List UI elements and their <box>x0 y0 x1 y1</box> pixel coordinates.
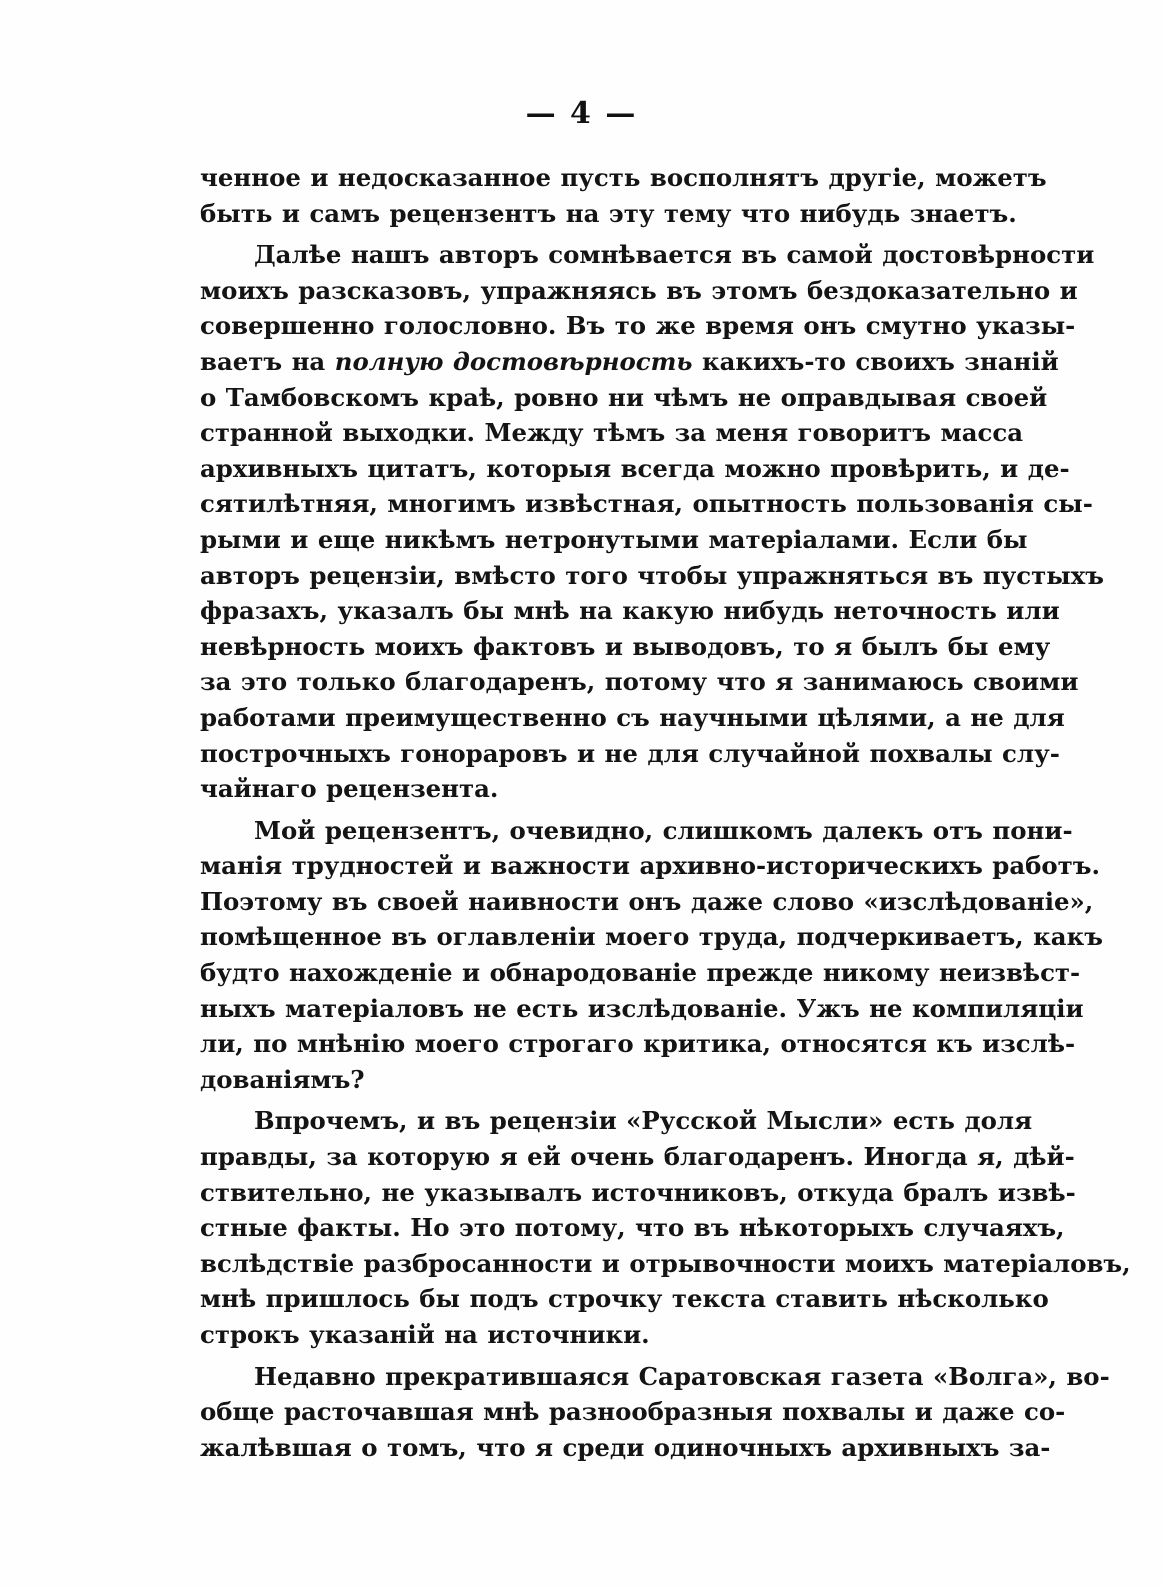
text-line: совершенно голословно. Въ то же время онъ смутно указы- <box>200 311 1076 341</box>
text-line: помѣщенное въ оглавленіи моего труда, подчеркиваетъ, какъ <box>200 922 1103 952</box>
text-line: манія трудностей и важности архивно-историческихъ работъ. <box>200 851 1100 881</box>
paragraph <box>200 1359 1110 1466</box>
page-number: — 4 — <box>525 96 638 131</box>
body-text <box>200 160 1131 1471</box>
text-line: построчныхъ гонораровъ и не для случайной похвалы слу- <box>200 738 1060 768</box>
text-line: ствительно, не указывалъ источниковъ, откуда бралъ извѣ- <box>200 1177 1076 1207</box>
text-line: авторъ рецензіи, вмѣсто того чтобы упражняться въ пустыхъ <box>200 560 1104 590</box>
text-line: невѣрность моихъ фактовъ и выводовъ, то я былъ бы ему <box>200 631 1051 661</box>
text-line: Поэтому въ своей наивности онъ даже слово «изслѣдованіе», <box>200 886 1094 916</box>
text-line: строкъ указаній на источники. <box>200 1320 650 1349</box>
text-line: ли, по мнѣнію моего строгаго критика, относятся къ изслѣ- <box>200 1029 1076 1059</box>
text-line: ченное и недосказанное пусть восполнятъ другіе, можетъ <box>200 163 1047 192</box>
text-line: правды, за которую я ей очень благодаренъ. Иногда я, дѣй- <box>200 1142 1075 1172</box>
text-line: сятилѣтняя, многимъ извѣстная, опытность пользованія сы- <box>200 489 1093 519</box>
text-line: Недавно прекратившаяся Саратовская газета «Волга», во- <box>254 1361 1110 1391</box>
text-line: рыми и еще никѣмъ нетронутыми матеріалами. Если бы <box>200 524 1028 554</box>
text-line: Мой рецензентъ, очевидно, слишкомъ далекъ отъ пони- <box>254 815 1073 845</box>
text-line: дованіямъ? <box>200 1064 365 1094</box>
paragraph <box>200 813 1103 1098</box>
paragraph <box>200 160 1047 231</box>
text-line: чайнаго рецензента. <box>200 774 499 804</box>
text-line: стные факты. Но это потому, что въ нѣкоторыхъ случаяхъ, <box>200 1213 1065 1243</box>
text-line: обще расточавшая мнѣ разнообразныя похвалы и даже со- <box>200 1397 1066 1427</box>
text-line: ваетъ на полную достовѣрность какихъ-то своихъ знаній <box>200 346 1059 376</box>
paragraph <box>200 237 1104 807</box>
text-line: будто нахожденіе и обнародованіе прежде никому неизвѣст- <box>200 958 1081 988</box>
text-line: странной выходки. Между тѣмъ за меня говоритъ масса <box>200 418 1024 448</box>
emphasis: полную достовѣрность <box>334 346 693 376</box>
text-line: вслѣдствіе разбросанности и отрывочности моихъ матеріаловъ, <box>200 1248 1131 1278</box>
text-line: Далѣе нашъ авторъ сомнѣвается въ самой достовѣрности <box>254 240 1095 270</box>
text-line: за это только благодаренъ, потому что я занимаюсь своими <box>200 667 1079 697</box>
paragraph <box>200 1103 1131 1352</box>
text-line: Впрочемъ, и въ рецензіи «Русской Мысли» есть доля <box>254 1106 1033 1136</box>
text-line: жалѣвшая о томъ, что я среди одиночныхъ архивныхъ за- <box>200 1432 1051 1462</box>
text-line: ныхъ матеріаловъ не есть изслѣдованіе. Ужъ не компиляціи <box>200 993 1084 1023</box>
text-line: фразахъ, указалъ бы мнѣ на какую нибудь неточность или <box>200 596 1060 626</box>
text-line: мнѣ пришлось бы подъ строчку текста ставить нѣсколько <box>200 1284 1049 1314</box>
text-line: о Тамбовскомъ краѣ, ровно ни чѣмъ не оправдывая своей <box>200 382 1048 412</box>
text-line: архивныхъ цитатъ, которыя всегда можно провѣрить, и де- <box>200 453 1070 483</box>
text-line: быть и самъ рецензентъ на эту тему что нибудь знаетъ. <box>200 198 1017 228</box>
text-line: работами преимущественно съ научными цѣлями, а не для <box>200 702 1065 732</box>
text-line: моихъ разсказовъ, упражняясь въ этомъ бездоказательно и <box>200 275 1078 305</box>
